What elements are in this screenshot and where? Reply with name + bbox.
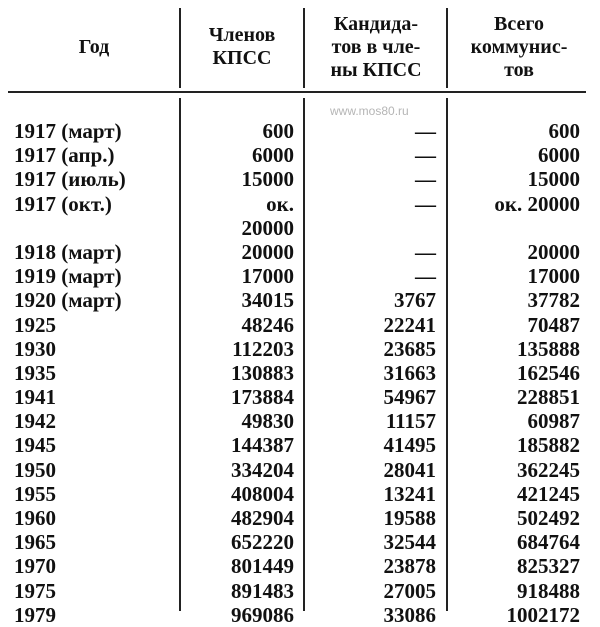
table-row [0,530,600,554]
candidates-cell: 11157 [385,409,436,434]
members-cell: 801449 [231,554,294,579]
column-divider-3 [446,8,448,88]
members-cell: 34015 [241,288,294,313]
members-cell: 144387 [231,433,294,458]
total-cell: 362245 [517,457,580,482]
year-cell: 1965 [14,530,56,555]
table-row [0,458,600,482]
candidates-cell: — [415,239,436,264]
column-divider-2 [303,8,305,88]
total-cell: 60987 [527,409,580,434]
candidates-cell: 23878 [383,554,436,579]
header-total-line-1: Всего [494,12,544,35]
members-cell: 600 [262,119,294,143]
candidates-cell: — [415,167,436,192]
total-cell: 70487 [527,312,580,337]
candidates-cell: — [415,143,436,168]
members-cell: 334204 [231,457,294,482]
candidates-cell: — [415,119,436,143]
table-row [0,554,600,578]
header-total-line-2: коммунис- [470,35,568,58]
members-cell: 49830 [241,409,294,434]
members-cell: 891483 [231,578,294,603]
year-cell: 1917 (окт.) [14,191,112,216]
total-cell: 17000 [527,264,580,289]
candidates-cell: 31663 [383,360,436,385]
table-row [0,313,600,337]
year-cell: 1917 (апр.) [14,143,115,168]
header-members [182,6,302,88]
table-row [0,337,600,361]
total-cell: 37782 [527,288,580,313]
table-row [0,506,600,530]
members-cell: 130883 [231,360,294,385]
members-cell: 969086 [231,602,294,627]
candidates-cell: 27005 [383,578,436,603]
header-year-line: Год [78,35,110,58]
candidates-cell: 22241 [383,312,436,337]
total-cell: 684764 [517,530,580,555]
header-candidates-line-3: ны КПСС [330,58,422,81]
column-divider-1 [179,8,181,88]
candidates-cell: 23685 [383,336,436,361]
candidates-cell: 28041 [383,457,436,482]
year-cell: 1942 [14,409,56,434]
year-cell: 1955 [14,481,56,506]
members-cell: 6000 [252,143,294,168]
table-body [0,119,600,627]
members-cell: 652220 [231,530,294,555]
total-cell: ок. 20000 [494,191,580,216]
year-cell: 1979 [14,602,56,627]
total-cell: 421245 [517,481,580,506]
year-cell: 1917 (март) [14,119,122,143]
header-year [10,6,178,88]
year-cell: 1930 [14,336,56,361]
year-cell: 1970 [14,554,56,579]
header-total [449,6,589,88]
year-cell: 1960 [14,506,56,530]
table-row [0,216,600,240]
members-cell: 48246 [241,312,294,337]
total-cell: 825327 [517,554,580,579]
members-cell: 482904 [231,506,294,530]
candidates-cell: — [415,191,436,216]
members-cell: 15000 [241,167,294,192]
year-cell: 1918 (март) [14,239,122,264]
table-row [0,119,600,143]
header-rule [8,91,586,93]
total-cell: 185882 [517,433,580,458]
candidates-cell: 32544 [383,530,436,555]
members-cell: 20000 [241,239,294,264]
table-row [0,385,600,409]
total-cell: 600 [548,119,580,143]
year-cell: 1920 (март) [14,288,122,313]
table-row [0,167,600,191]
header-candidates-line-1: Кандида- [333,12,419,35]
year-cell: 1935 [14,360,56,385]
table-row [0,288,600,312]
header-members-line-2: КПСС [212,47,272,69]
total-cell: 162546 [517,360,580,385]
total-cell: 15000 [527,167,580,192]
year-cell: 1945 [14,433,56,458]
table-row [0,264,600,288]
total-cell: 1002172 [506,602,580,627]
candidates-cell: 13241 [383,481,436,506]
members-cell: 20000 [241,215,294,240]
members-cell: 17000 [241,264,294,289]
candidates-cell: 3767 [394,288,436,313]
total-cell: 228851 [517,385,580,410]
table-row [0,361,600,385]
total-cell: 20000 [527,239,580,264]
table-row [0,192,600,216]
total-cell: 6000 [538,143,580,168]
candidates-cell: 19588 [383,506,436,530]
table-row [0,603,600,627]
total-cell: 918488 [517,578,580,603]
members-cell: 408004 [231,481,294,506]
year-cell: 1925 [14,312,56,337]
table-row [0,482,600,506]
candidates-cell: 41495 [383,433,436,458]
year-cell: 1975 [14,578,56,603]
year-cell: 1941 [14,385,56,410]
table-row [0,433,600,457]
candidates-cell: 33086 [383,602,436,627]
year-cell: 1919 (март) [14,264,122,289]
table-row [0,240,600,264]
candidates-cell: — [415,264,436,289]
watermark-text: www.mos80.ru [330,104,409,118]
header-members-line-1: Членов [208,24,276,46]
table-row [0,579,600,603]
table-row [0,409,600,433]
total-cell: 502492 [517,506,580,530]
header-candidates-line-2: тов в чле- [331,35,421,58]
members-cell: 173884 [231,385,294,410]
table-row [0,143,600,167]
year-cell: 1917 (июль) [14,167,126,192]
members-cell: 112203 [232,336,294,361]
header-total-line-3: тов [504,58,534,81]
members-cell: ок. [266,191,294,216]
header-candidates [306,6,446,88]
candidates-cell: 54967 [383,385,436,410]
total-cell: 135888 [517,336,580,361]
year-cell: 1950 [14,457,56,482]
